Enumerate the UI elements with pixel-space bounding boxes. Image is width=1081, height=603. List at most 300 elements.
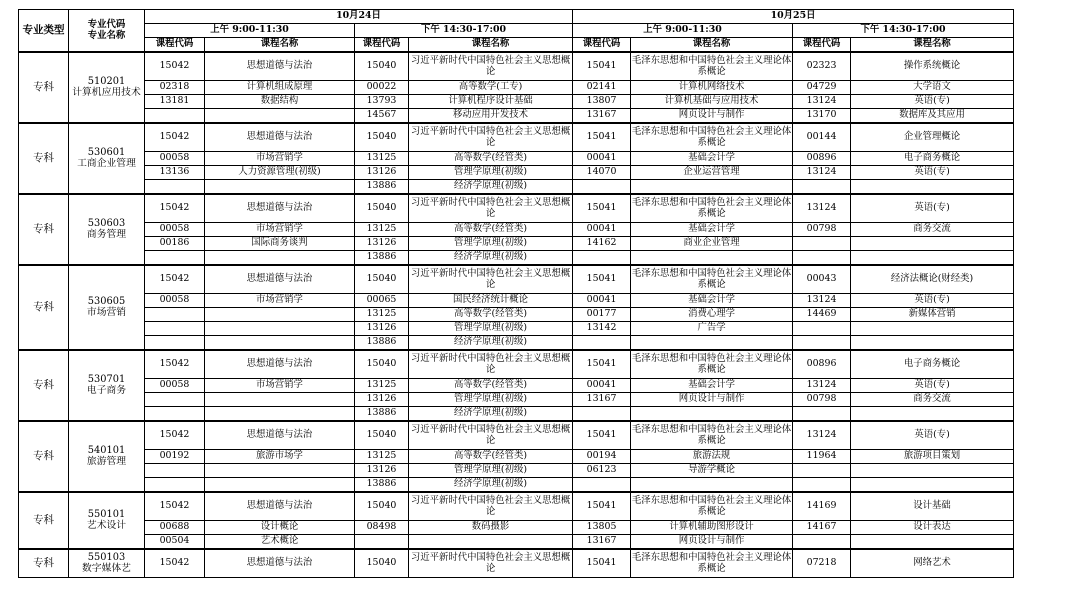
course-name-cell: 高等数学(经管类) — [409, 379, 573, 393]
course-name-cell: 思想道德与法治 — [205, 123, 355, 152]
table-row — [19, 294, 1014, 308]
course-code-cell: 14567 — [355, 109, 409, 124]
course-name-cell: 设计基础 — [851, 492, 1014, 521]
major-cell — [69, 350, 145, 421]
major-code-header: 专业代码 — [87, 18, 126, 30]
major-name: 艺术设计 — [86, 519, 127, 531]
course-code-cell: 14070 — [573, 166, 631, 180]
header-row-days — [19, 10, 1014, 24]
course-name-cell: 数据结构 — [205, 95, 355, 109]
course-name-cell: 管理学原理(初级) — [409, 237, 573, 251]
course-name-cell: 管理学原理(初级) — [409, 393, 573, 407]
course-code-cell: 13886 — [355, 251, 409, 266]
course-code-cell — [793, 322, 851, 336]
course-code-cell — [793, 336, 851, 351]
major-code: 550101 — [87, 508, 126, 520]
course-name-cell: 市场营销学 — [205, 223, 355, 237]
course-name-header: 课程名称 — [205, 38, 355, 53]
course-name-cell: 计算机网络技术 — [631, 81, 793, 95]
course-name-cell: 国际商务谈判 — [205, 237, 355, 251]
course-name-cell: 思想道德与法治 — [205, 265, 355, 294]
course-code-cell: 13170 — [793, 109, 851, 124]
course-name-cell: 思想道德与法治 — [205, 492, 355, 521]
table-row — [19, 237, 1014, 251]
course-code-cell: 02141 — [573, 81, 631, 95]
course-code-cell — [793, 407, 851, 422]
course-code-cell: 06123 — [573, 464, 631, 478]
course-name-cell: 毛泽东思想和中国特色社会主义理论体系概论 — [631, 123, 793, 152]
course-code-cell: 13793 — [355, 95, 409, 109]
course-code-cell: 13124 — [793, 166, 851, 180]
session-header-4: 下午 14:30-17:00 — [793, 24, 1014, 38]
course-name-cell: 经济学原理(初级) — [409, 251, 573, 266]
major-type-cell: 专科 — [19, 492, 69, 549]
course-name-cell — [205, 393, 355, 407]
course-name-cell: 毛泽东思想和中国特色社会主义理论体系概论 — [631, 549, 793, 578]
course-code-cell: 14169 — [793, 492, 851, 521]
course-code-cell — [145, 407, 205, 422]
course-code-cell — [145, 308, 205, 322]
course-code-cell: 15040 — [355, 265, 409, 294]
course-name-cell — [409, 535, 573, 550]
major-header — [69, 10, 145, 53]
course-code-cell: 15041 — [573, 549, 631, 578]
course-name-cell: 经济学原理(初级) — [409, 180, 573, 195]
course-code-cell: 13886 — [355, 180, 409, 195]
course-code-cell: 14469 — [793, 308, 851, 322]
course-code-cell: 13125 — [355, 223, 409, 237]
course-name-cell: 广告学 — [631, 322, 793, 336]
course-code-cell: 13125 — [355, 308, 409, 322]
course-name-cell — [851, 180, 1014, 195]
course-code-cell: 00688 — [145, 521, 205, 535]
course-code-cell: 07218 — [793, 549, 851, 578]
course-code-cell — [793, 535, 851, 550]
course-name-cell: 移动应用开发技术 — [409, 109, 573, 124]
course-name-cell — [205, 322, 355, 336]
table-row — [19, 393, 1014, 407]
course-code-cell: 13805 — [573, 521, 631, 535]
course-name-cell: 英语(专) — [851, 194, 1014, 223]
course-code-cell: 13125 — [355, 450, 409, 464]
course-code-cell: 13126 — [355, 166, 409, 180]
course-code-cell — [793, 237, 851, 251]
table-row — [19, 166, 1014, 180]
course-code-cell — [793, 180, 851, 195]
course-code-cell: 00504 — [145, 535, 205, 550]
course-name-cell: 基础会计学 — [631, 223, 793, 237]
table-row — [19, 109, 1014, 124]
course-code-cell: 15040 — [355, 194, 409, 223]
course-name-cell: 习近平新时代中国特色社会主义思想概论 — [409, 549, 573, 578]
course-code-cell: 00896 — [793, 350, 851, 379]
course-name-cell — [205, 109, 355, 124]
course-name-cell: 商务交流 — [851, 393, 1014, 407]
course-name-cell: 英语(专) — [851, 421, 1014, 450]
course-code-header: 课程代码 — [355, 38, 409, 53]
course-name-cell: 新媒体营销 — [851, 308, 1014, 322]
major-code: 510201 — [87, 75, 126, 87]
header-row-columns — [19, 38, 1014, 53]
course-name-cell — [851, 478, 1014, 493]
course-name-cell — [851, 407, 1014, 422]
course-code-cell: 00194 — [573, 450, 631, 464]
course-name-cell: 市场营销学 — [205, 379, 355, 393]
course-code-cell: 13124 — [793, 294, 851, 308]
course-name-cell: 高等数学(经管类) — [409, 450, 573, 464]
major-name: 市场营销 — [86, 306, 127, 318]
course-code-cell: 00177 — [573, 308, 631, 322]
major-type-cell: 专科 — [19, 549, 69, 578]
course-code-header: 课程代码 — [145, 38, 205, 53]
course-name-cell: 人力资源管理(初级) — [205, 166, 355, 180]
course-code-cell: 15042 — [145, 123, 205, 152]
course-code-cell — [793, 464, 851, 478]
course-name-cell: 管理学原理(初级) — [409, 166, 573, 180]
course-code-cell: 13181 — [145, 95, 205, 109]
course-name-header: 课程名称 — [409, 38, 573, 53]
table-row — [19, 52, 1014, 81]
table-row — [19, 549, 1014, 578]
course-code-cell — [573, 180, 631, 195]
course-name-cell: 思想道德与法治 — [205, 194, 355, 223]
course-code-cell: 02318 — [145, 81, 205, 95]
table-row — [19, 535, 1014, 550]
course-name-cell: 计算机程序设计基础 — [409, 95, 573, 109]
table-row — [19, 322, 1014, 336]
course-name-cell: 计算机辅助图形设计 — [631, 521, 793, 535]
course-code-cell — [145, 393, 205, 407]
course-name-cell — [205, 308, 355, 322]
course-code-cell — [145, 478, 205, 493]
course-code-cell: 15041 — [573, 350, 631, 379]
course-name-cell: 高等数学(经管类) — [409, 152, 573, 166]
course-name-cell: 习近平新时代中国特色社会主义思想概论 — [409, 421, 573, 450]
course-code-cell — [145, 251, 205, 266]
table-row — [19, 478, 1014, 493]
course-code-cell: 13124 — [793, 379, 851, 393]
course-code-cell — [573, 478, 631, 493]
course-code-cell: 15040 — [355, 549, 409, 578]
table-row — [19, 194, 1014, 223]
course-name-cell: 英语(专) — [851, 294, 1014, 308]
course-name-cell — [631, 180, 793, 195]
course-name-cell: 高等数学(经管类) — [409, 223, 573, 237]
course-name-cell: 英语(专) — [851, 166, 1014, 180]
course-name-cell: 毛泽东思想和中国特色社会主义理论体系概论 — [631, 52, 793, 81]
major-cell — [69, 549, 145, 578]
course-name-cell: 设计概论 — [205, 521, 355, 535]
course-name-cell: 数据库及其应用 — [851, 109, 1014, 124]
major-name: 商务管理 — [86, 228, 127, 240]
course-name-cell: 毛泽东思想和中国特色社会主义理论体系概论 — [631, 421, 793, 450]
course-name-cell: 经济学原理(初级) — [409, 407, 573, 422]
course-name-cell — [205, 180, 355, 195]
course-name-cell: 旅游法规 — [631, 450, 793, 464]
course-code-cell: 13126 — [355, 464, 409, 478]
course-code-cell — [145, 322, 205, 336]
course-code-cell: 15040 — [355, 421, 409, 450]
course-name-cell: 旅游项目策划 — [851, 450, 1014, 464]
course-name-cell — [851, 322, 1014, 336]
course-name-cell: 经济学原理(初级) — [409, 478, 573, 493]
course-name-cell: 网页设计与制作 — [631, 109, 793, 124]
type-header: 专业类型 — [19, 10, 69, 53]
course-code-header: 课程代码 — [793, 38, 851, 53]
table-row — [19, 421, 1014, 450]
major-cell — [69, 194, 145, 265]
course-name-cell: 高等数学(工专) — [409, 81, 573, 95]
course-name-cell: 商业企业管理 — [631, 237, 793, 251]
major-name: 旅游管理 — [86, 455, 127, 467]
course-code-cell: 15042 — [145, 265, 205, 294]
course-code-cell — [145, 464, 205, 478]
course-name-cell: 管理学原理(初级) — [409, 322, 573, 336]
course-name-cell — [851, 464, 1014, 478]
course-code-cell: 02323 — [793, 52, 851, 81]
course-code-cell: 13126 — [355, 393, 409, 407]
major-type-cell: 专科 — [19, 265, 69, 350]
course-code-cell: 15042 — [145, 350, 205, 379]
table-row — [19, 180, 1014, 195]
course-code-cell — [573, 407, 631, 422]
course-name-cell: 英语(专) — [851, 379, 1014, 393]
course-name-cell: 思想道德与法治 — [205, 52, 355, 81]
course-code-cell: 13136 — [145, 166, 205, 180]
course-name-cell: 思想道德与法治 — [205, 549, 355, 578]
course-name-cell: 习近平新时代中国特色社会主义思想概论 — [409, 492, 573, 521]
course-code-cell: 13142 — [573, 322, 631, 336]
major-code: 530701 — [87, 373, 126, 385]
course-name-cell — [631, 407, 793, 422]
course-name-cell: 企业运营管理 — [631, 166, 793, 180]
table-row — [19, 308, 1014, 322]
day-header-1: 10月24日 — [145, 10, 573, 24]
course-code-cell: 15041 — [573, 123, 631, 152]
course-code-cell: 13167 — [573, 393, 631, 407]
course-name-cell — [851, 237, 1014, 251]
table-row — [19, 265, 1014, 294]
course-code-cell: 00058 — [145, 379, 205, 393]
course-code-cell: 00186 — [145, 237, 205, 251]
course-name-cell: 基础会计学 — [631, 379, 793, 393]
course-code-cell: 08498 — [355, 521, 409, 535]
table-row — [19, 95, 1014, 109]
course-code-cell: 14167 — [793, 521, 851, 535]
course-code-cell: 00798 — [793, 223, 851, 237]
course-name-cell: 毛泽东思想和中国特色社会主义理论体系概论 — [631, 194, 793, 223]
course-name-cell: 思想道德与法治 — [205, 421, 355, 450]
course-name-cell: 设计表达 — [851, 521, 1014, 535]
course-code-cell: 04729 — [793, 81, 851, 95]
course-code-cell — [793, 478, 851, 493]
table-row — [19, 379, 1014, 393]
major-code: 530603 — [87, 217, 126, 229]
major-name: 电子商务 — [86, 384, 127, 396]
course-name-cell — [631, 336, 793, 351]
course-name-cell: 大学语文 — [851, 81, 1014, 95]
course-code-cell: 00043 — [793, 265, 851, 294]
major-name: 计算机应用技术 — [72, 86, 141, 98]
course-code-cell: 13126 — [355, 237, 409, 251]
major-cell — [69, 52, 145, 123]
course-code-cell: 13886 — [355, 407, 409, 422]
course-name-cell: 基础会计学 — [631, 294, 793, 308]
course-code-cell: 00022 — [355, 81, 409, 95]
course-name-cell: 习近平新时代中国特色社会主义思想概论 — [409, 123, 573, 152]
major-code: 540101 — [87, 444, 126, 456]
course-code-cell: 14162 — [573, 237, 631, 251]
course-code-cell: 00192 — [145, 450, 205, 464]
course-code-cell: 00041 — [573, 294, 631, 308]
course-code-cell: 15041 — [573, 492, 631, 521]
table-row — [19, 251, 1014, 266]
major-name-header: 专业名称 — [87, 29, 126, 41]
course-code-cell: 11964 — [793, 450, 851, 464]
course-code-cell: 00041 — [573, 379, 631, 393]
course-code-cell: 13167 — [573, 109, 631, 124]
table-row — [19, 521, 1014, 535]
course-code-cell: 13167 — [573, 535, 631, 550]
course-name-cell: 习近平新时代中国特色社会主义思想概论 — [409, 265, 573, 294]
major-type-cell: 专科 — [19, 350, 69, 421]
course-name-cell: 企业管理概论 — [851, 123, 1014, 152]
course-code-cell — [145, 336, 205, 351]
table-row — [19, 450, 1014, 464]
course-code-cell: 15042 — [145, 492, 205, 521]
table-row — [19, 350, 1014, 379]
course-code-cell: 13124 — [793, 194, 851, 223]
exam-schedule-table — [18, 9, 1014, 578]
course-code-cell — [573, 336, 631, 351]
course-code-cell: 15040 — [355, 123, 409, 152]
course-name-cell: 习近平新时代中国特色社会主义思想概论 — [409, 350, 573, 379]
session-header-1: 上午 9:00-11:30 — [145, 24, 355, 38]
course-code-cell: 15041 — [573, 194, 631, 223]
course-name-cell: 基础会计学 — [631, 152, 793, 166]
course-code-cell: 00058 — [145, 223, 205, 237]
course-name-cell: 计算机基础与应用技术 — [631, 95, 793, 109]
course-name-cell — [205, 478, 355, 493]
course-name-cell — [205, 336, 355, 351]
major-type-cell: 专科 — [19, 194, 69, 265]
course-name-cell: 电子商务概论 — [851, 350, 1014, 379]
course-name-cell: 管理学原理(初级) — [409, 464, 573, 478]
table-row — [19, 336, 1014, 351]
course-name-cell — [205, 407, 355, 422]
course-code-header: 课程代码 — [573, 38, 631, 53]
course-name-cell: 商务交流 — [851, 223, 1014, 237]
course-name-cell: 经济法概论(财经类) — [851, 265, 1014, 294]
course-name-cell: 网页设计与制作 — [631, 535, 793, 550]
course-code-cell: 15042 — [145, 549, 205, 578]
major-type-cell: 专科 — [19, 421, 69, 492]
major-type-cell: 专科 — [19, 123, 69, 194]
course-code-cell: 00041 — [573, 223, 631, 237]
major-cell — [69, 265, 145, 350]
course-name-cell: 网络艺术 — [851, 549, 1014, 578]
session-header-2: 下午 14:30-17:00 — [355, 24, 573, 38]
major-type-cell: 专科 — [19, 52, 69, 123]
course-name-cell: 毛泽东思想和中国特色社会主义理论体系概论 — [631, 350, 793, 379]
course-name-cell: 经济学原理(初级) — [409, 336, 573, 351]
table-row — [19, 492, 1014, 521]
course-name-cell: 电子商务概论 — [851, 152, 1014, 166]
course-name-cell: 市场营销学 — [205, 294, 355, 308]
course-name-cell — [205, 251, 355, 266]
course-code-cell: 00058 — [145, 294, 205, 308]
course-name-cell: 英语(专) — [851, 95, 1014, 109]
course-code-cell — [355, 535, 409, 550]
major-cell — [69, 123, 145, 194]
course-name-cell: 计算机组成原理 — [205, 81, 355, 95]
major-name: 工商企业管理 — [77, 157, 136, 169]
course-name-cell: 思想道德与法治 — [205, 350, 355, 379]
course-name-cell: 高等数学(经管类) — [409, 308, 573, 322]
major-code: 550103 — [87, 551, 126, 563]
table-row — [19, 81, 1014, 95]
major-name: 数字媒体艺 — [82, 562, 131, 574]
course-name-cell: 数码摄影 — [409, 521, 573, 535]
course-code-cell — [145, 109, 205, 124]
course-code-cell: 15041 — [573, 52, 631, 81]
major-cell — [69, 492, 145, 549]
course-name-cell — [851, 336, 1014, 351]
day-header-2: 10月25日 — [573, 10, 1014, 24]
course-code-cell: 00041 — [573, 152, 631, 166]
course-code-cell: 00144 — [793, 123, 851, 152]
table-row — [19, 464, 1014, 478]
session-header-3: 上午 9:00-11:30 — [573, 24, 793, 38]
course-name-cell — [205, 464, 355, 478]
course-name-cell: 消费心理学 — [631, 308, 793, 322]
course-name-cell: 习近平新时代中国特色社会主义思想概论 — [409, 52, 573, 81]
course-code-cell — [793, 251, 851, 266]
course-code-cell: 15040 — [355, 492, 409, 521]
course-code-cell: 13124 — [793, 95, 851, 109]
course-code-cell: 15042 — [145, 194, 205, 223]
course-code-cell: 15042 — [145, 52, 205, 81]
course-name-cell: 毛泽东思想和中国特色社会主义理论体系概论 — [631, 492, 793, 521]
course-code-cell: 13125 — [355, 152, 409, 166]
table-row — [19, 407, 1014, 422]
course-name-cell: 艺术概论 — [205, 535, 355, 550]
course-name-cell: 网页设计与制作 — [631, 393, 793, 407]
header-row-sessions — [19, 24, 1014, 38]
schedule-body — [19, 52, 1014, 578]
course-code-cell: 13124 — [793, 421, 851, 450]
course-code-cell: 13125 — [355, 379, 409, 393]
table-row — [19, 152, 1014, 166]
table-row — [19, 223, 1014, 237]
course-name-cell — [631, 478, 793, 493]
course-name-cell: 毛泽东思想和中国特色社会主义理论体系概论 — [631, 265, 793, 294]
course-code-cell: 00798 — [793, 393, 851, 407]
course-code-cell: 15041 — [573, 265, 631, 294]
course-name-cell — [851, 251, 1014, 266]
course-code-cell: 15042 — [145, 421, 205, 450]
course-code-cell: 00896 — [793, 152, 851, 166]
course-code-cell: 13126 — [355, 322, 409, 336]
course-code-cell: 15040 — [355, 52, 409, 81]
course-name-cell — [631, 251, 793, 266]
course-code-cell: 15041 — [573, 421, 631, 450]
course-code-cell: 00065 — [355, 294, 409, 308]
table-row — [19, 123, 1014, 152]
course-name-cell: 国民经济统计概论 — [409, 294, 573, 308]
course-name-header: 课程名称 — [631, 38, 793, 53]
course-name-cell: 习近平新时代中国特色社会主义思想概论 — [409, 194, 573, 223]
